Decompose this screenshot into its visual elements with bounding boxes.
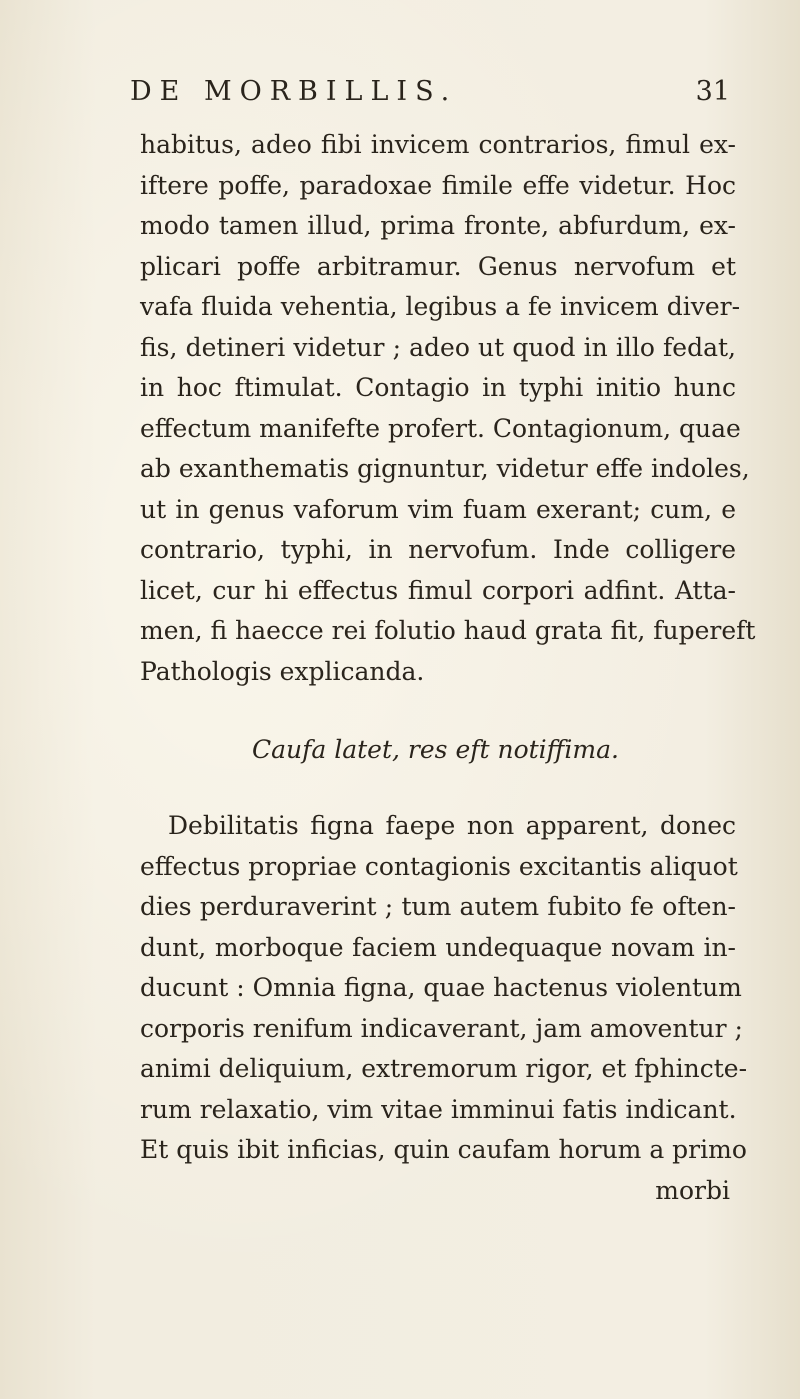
text-line: men, fi haecce rei folutio haud grata fit, fupereft bbox=[140, 616, 756, 645]
text-line: licet, cur hi effectus fimul corpori adfint. Atta- bbox=[140, 575, 736, 605]
catchword: morbi bbox=[655, 1175, 730, 1205]
text-line: animi deliquium, extremorum rigor, et fphincte- bbox=[140, 1054, 748, 1083]
paragraph-1 bbox=[140, 125, 756, 692]
running-title: DE MORBILLIS. bbox=[130, 76, 458, 107]
text-line: ut in genus vaforum vim fuam exerant; cum, e bbox=[140, 494, 736, 524]
italic-caption: Caufa latet, res eft notiffima. bbox=[252, 735, 619, 764]
text-line: fis, detineri videtur ; adeo ut quod in illo fedat, bbox=[140, 332, 736, 362]
text-line: dunt, morboque faciem undequaque novam in- bbox=[140, 932, 736, 962]
text-line: effectum manifefte profert. Contagionum, quae bbox=[140, 413, 741, 443]
paragraph-2 bbox=[140, 806, 748, 1171]
text-line: modo tamen illud, prima fronte, abfurdum, ex- bbox=[140, 211, 736, 240]
text-line: dies perduraverint ; tum autem fubito fe often- bbox=[140, 892, 736, 921]
text-line: rum relaxatio, vim vitae imminui fatis indicant. bbox=[140, 1094, 737, 1124]
text-line: iftere poffe, paradoxae fimile effe videtur. Hoc bbox=[140, 170, 736, 200]
text-line: contrario, typhi, in nervofum. Inde colligere bbox=[140, 535, 736, 564]
text-line: vafa fluida vehentia, legibus a fe invicem diver- bbox=[140, 292, 741, 321]
text-line: Pathologis explicanda. bbox=[140, 656, 425, 686]
page-number: 31 bbox=[695, 76, 730, 107]
text-line: Et quis ibit inficias, quin caufam horum a primo bbox=[140, 1135, 747, 1164]
text-line: plicari poffe arbitramur. Genus nervofum et bbox=[140, 251, 736, 281]
body-text bbox=[140, 125, 756, 1211]
text-line: effectus propriae contagionis excitantis aliquot bbox=[140, 851, 738, 881]
text-line: Debilitatis figna faepe non apparent, donec bbox=[168, 811, 736, 840]
text-line: in hoc ftimulat. Contagio in typhi initio hunc bbox=[140, 373, 736, 402]
page-header bbox=[130, 76, 730, 120]
text-line: ab exanthematis gignuntur, videtur effe indoles, bbox=[140, 454, 750, 483]
text-line: habitus, adeo fibi invicem contrarios, fimul ex- bbox=[140, 130, 736, 159]
text-line: corporis renifum indicaverant, jam amoventur ; bbox=[140, 1013, 743, 1043]
text-line: ducunt : Omnia figna, quae hactenus violentum bbox=[140, 973, 742, 1002]
